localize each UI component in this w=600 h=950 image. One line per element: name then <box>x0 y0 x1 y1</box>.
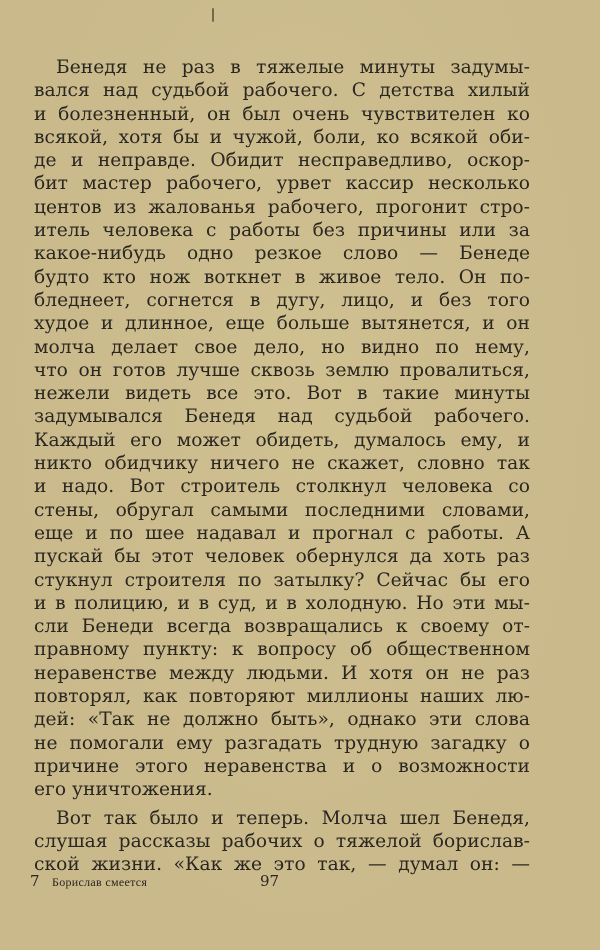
text-line: де и неправде. Обидит несправедливо, оскор- <box>34 150 530 172</box>
page-footer <box>30 872 550 892</box>
paragraph-1 <box>34 56 530 802</box>
text-line: сли Бенеди всегда возвращались к своему от- <box>34 616 530 638</box>
signature-title: Борислав смеется <box>52 875 148 889</box>
text-line: какое-нибудь одно резкое слово — Бенеде <box>34 243 530 265</box>
text-line: будто кто нож воткнет в живое тело. Он по- <box>34 266 530 288</box>
text-line: неравенстве между людьми. И хотя он не раз <box>34 662 530 684</box>
text-line: пускай бы этот человек обернулся да хоть раз <box>34 546 530 568</box>
text-line: слушая рассказы рабочих о тяжелой борислав- <box>34 830 530 852</box>
page-number: 97 <box>260 872 280 890</box>
text-line: центов из жалованья рабочего, прогонит стро- <box>34 196 530 218</box>
text-line: бледнеет, согнется в дугу, лицо, и без того <box>34 289 530 311</box>
text-line: итель человека с работы без причины или за <box>34 220 530 242</box>
text-line: Бенедя не раз в тяжелые минуты задумы- <box>56 57 530 78</box>
text-line: его уничтожения. <box>34 779 213 801</box>
text-line: нежели видеть все это. Вот в такие минуты <box>34 383 530 405</box>
text-line: вался над судьбой рабочего. С детства хилый <box>34 80 530 102</box>
text-line: всякой, хотя бы и чужой, боли, ко всякой оби- <box>34 126 530 148</box>
text-line: Каждый его может обидеть, думалось ему, и <box>34 429 530 451</box>
text-line: ской жизни. «Как же это так, — думал он: — <box>34 854 530 876</box>
signature-number: 7 <box>30 872 40 890</box>
text-line: задумывался Бенедя над судьбой рабочего. <box>34 406 530 428</box>
text-line: что он готов лучше сквозь землю провалиться, <box>34 359 530 381</box>
text-line: стукнул строителя по затылку? Сейчас бы его <box>34 569 530 591</box>
text-line: Вот так было и теперь. Молча шел Бенедя, <box>56 807 530 829</box>
text-line: не помогали ему разгадать трудную загадку о <box>34 732 530 754</box>
text-line: худое и длинное, еще больше вытянется, и он <box>34 313 530 335</box>
text-line: бит мастер рабочего, урвет кассир несколько <box>34 173 530 195</box>
paragraph-2 <box>34 807 530 877</box>
text-line: правному пункту: к вопросу об общественном <box>34 639 530 661</box>
text-line: и надо. Вот строитель столкнул человека со <box>34 476 530 498</box>
text-line: дей: «Так не должно быть», однако эти слова <box>34 709 530 731</box>
text-line: и болезненный, он был очень чувствителен ко <box>34 103 530 125</box>
text-line: и в полицию, и в суд, и в холодную. Но эти мы- <box>34 592 530 614</box>
signature-mark <box>30 872 147 890</box>
body-text <box>34 56 530 876</box>
text-line: стены, обругал самыми последними словами, <box>34 499 530 521</box>
print-mark <box>212 8 214 22</box>
text-line: причине этого неравенства и о возможности <box>34 755 530 777</box>
text-line: молча делает свое дело, но видно по нему, <box>34 336 530 358</box>
text-line: никто обидчику ничего не скажет, словно так <box>34 453 530 475</box>
text-line: еще и по шее надавал и прогнал с работы. А <box>34 522 530 544</box>
text-line: повторял, как повторяют миллионы наших лю- <box>34 686 530 708</box>
